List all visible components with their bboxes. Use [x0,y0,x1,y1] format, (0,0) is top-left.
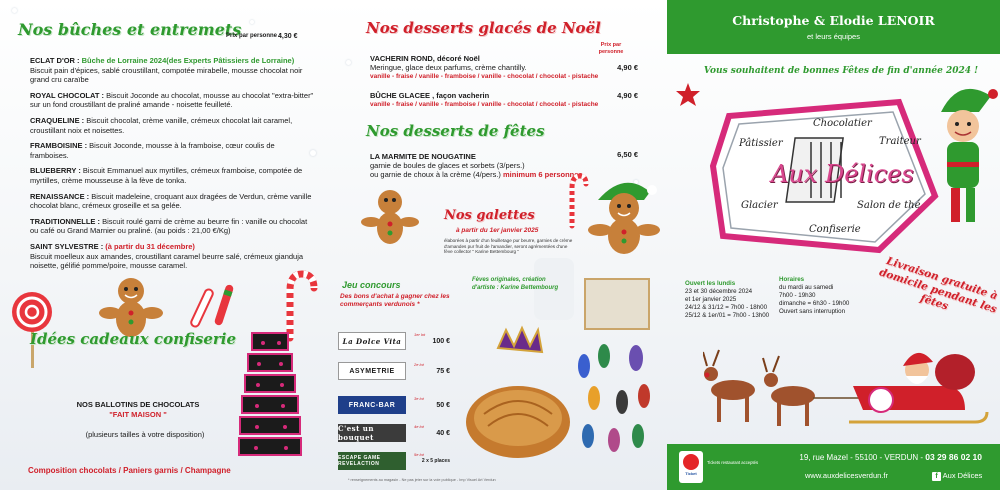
section-title-fetes: Nos desserts de fêtes [366,122,545,140]
sleigh-illustration [703,338,999,438]
list-item: SAINT SYLVESTRE : (à partir du 31 décembre) Biscuit moelleux aux amandes, croustillant caramel beurre salé, crémeux gianduja noisette, gélifié pomme/poire, mousse caramel. [30,241,304,271]
delivery-text: Livraison gratuite à domicile pendant les fêtes [877,254,1000,316]
website-link[interactable]: www.auxdelicesverdun.fr [805,471,888,480]
address-line: 19, rue Mazel - 55100 - VERDUN - 03 29 86 02 10 [799,452,982,462]
section-title-buches: Nos bûches et entremets [18,20,242,39]
logo-confiserie: Confiserie [809,224,861,235]
logo-traiteur: Traiteur [879,136,921,147]
snowflake [12,8,17,13]
galettes-description: élaborées à partir d'un feuilletage pur beurre, garnies de crème d'amandes pur fruit de l'amandier, seront agrémentées d'une fève collector " Karine Bettembourg " [444,238,573,255]
elf-illustration [925,82,1000,232]
facebook-icon: f [932,472,941,481]
list-item: RENAISSANCE : Biscuit madeleine, croquant aux dragées de Verdun, crème vanille chocolat blanc, crémeux groseille et sa gelée. [30,191,312,211]
star-icon [675,82,701,108]
logo-chocolatier: Chocolatier [813,118,872,129]
concours-text: Des bons d'achat à gagner chez les commerçants verdunois * [340,293,450,308]
prize-row: La Dolce Vita 1er lot 100 € [338,332,448,352]
galettes-date: à partir du 1er janvier 2025 [456,227,539,234]
section-title-glaces: Nos desserts glacés de Noël [366,19,601,37]
ballotins-title: NOS BALLOTINS DE CHOCOLATS "FAIT MAISON " [76,400,200,419]
gingerbread-hat-illustration [584,170,664,260]
panel-buches [0,0,334,490]
feves-frame-photo [584,278,650,330]
feves-text: Fèves originales, création d'artiste : Karine Bettembourg [472,277,559,291]
partner-logo: C'est un bouquet [338,424,406,442]
feves-figurines-illustration [574,336,654,456]
list-item: FRAMBOISINE : Biscuit Joconde, mousse à la framboise, cœur coulis de framboises. [30,141,275,160]
dessert-item: LA MARMITE DE NOUGATINE garnie de boules de glaces et sorbets (3/pers.) ou garnie de choux à la crème (4/pers.) minimum 6 personnes 6,50 € [370,150,638,179]
partner-logo: ASYMETRIE [338,362,406,380]
opening-days: Ouvert les lundis 23 et 30 décembre 2024 et 1er janvier 2025 24/12 & 31/12 = 7h00 - 18h00 25/12 & 1er/01 = 7h00 - 13h00 [685,280,770,319]
prize-row: ESCAPE GAME REVELACTION 5e lot 2 x 5 places [338,452,448,472]
logo-salon: Salon de thé [857,200,921,211]
logo-patissier: Pâtissier [739,138,783,149]
opening-hours: Horaires du mardi au samedi 7h00 - 19h30 dimanche = 6h30 - 19h00 Ouvert sans interruption [779,276,850,315]
partner-logo: ESCAPE GAME REVELACTION [338,452,406,470]
list-item: CRAQUELINE : Biscuit chocolat, crème vanille, crémeux chocolat lait caramel, croustillant noix et noisettes. [30,115,293,135]
logo-glacier: Glacier [741,200,778,211]
footer-bar [667,444,1000,490]
list-item: BLUEBERRY : Biscuit Emmanuel aux myrtilles, crémeux framboise, compotée de myrtilles, crème mousseuse à la fève de tonka. [30,166,303,185]
prize-row: FRANC-BAR 3e lot 50 € [338,396,448,416]
panel-contact [667,0,1000,490]
prize-row: ASYMETRIE 2e lot 75 € [338,362,448,382]
galette-illustration [462,318,572,468]
facebook-link[interactable]: f Aux Délices [932,471,982,481]
aux-delices-logo [709,96,939,256]
concours-title: Jeu concours [342,280,401,290]
candy-cane-icon [280,268,320,342]
prize-row: C'est un bouquet 4e lot 40 € [338,424,450,442]
panel-desserts [334,0,667,490]
gingerbread-illustration [360,188,420,254]
snowflake [250,20,254,24]
section-title-galettes: Nos galettes [444,208,535,223]
list-item: ECLAT D'OR : Bûche de Lorraine 2024(des Experts Pâtissiers de Lorraine) Biscuit pain d'épices, sablé croustillant, compotée mirabelle, mousse chocolat noir grand cru caraïbe [30,56,303,85]
composition-text: Composition chocolats / Paniers garnis / Champagne [28,466,231,475]
snowflake [346,60,351,65]
price-header: Prix par personne : [226,33,281,39]
list-item: ROYAL CHOCOLAT : Biscuit Joconde au chocolat, mousse au chocolat "extra-bitter" sur un fond croustillant de praliné amande - noisette feuilleté. [30,90,314,110]
price-header: Prix par personne [598,42,624,55]
phone-number: 03 29 86 02 10 [925,452,982,462]
partner-logo: FRANC-BAR [338,396,406,414]
teams-text: et leurs équipes [807,32,860,41]
wishes-text: Vous souhaitent de bonnes Fêtes de fin d'année 2024 ! [703,66,979,76]
section-title-gifts: Idées cadeaux confiserie [30,330,237,348]
dessert-item: BÛCHE GLACEE , façon vacherin vanille - fraise / vanille - framboise / vanille - chocolat / chocolat - pistache 4,90 € [370,91,638,108]
ticket-text: Tickets restaurant acceptés [707,460,759,465]
candy-cane-icon [566,170,590,230]
sizes-note: (plusieurs tailles à votre disposition) [85,430,205,439]
buches-list [30,56,315,277]
owners-names: Christophe & Elodie LENOIR [732,13,935,28]
header-banner [667,0,1000,54]
price-value: 4,30 € [278,33,298,40]
dessert-item: VACHERIN ROND, décoré Noël Meringue, glace deux parfums, crème chantilly. vanille - fraise / vanille - framboise / vanille - chocolat / chocolat - pistache 4,90 € [370,54,638,80]
logo-brand: Aux Délices [771,160,914,188]
ticket-restaurant-logo: Ticket [679,451,703,483]
footnote: * renseignements au magasin - Ne pas jeter sur la voie publique - Imp Visuel Art Verdun [348,478,496,482]
list-item: TRADITIONNELLE : Biscuit roulé garni de crème au beurre fin : vanille ou chocolat ou café ou Grand Marnier ou praliné. (au poids : 21,00 €/Kg) [30,216,308,236]
partner-logo: La Dolce Vita [338,332,406,350]
gift-boxes-illustration [238,332,302,458]
